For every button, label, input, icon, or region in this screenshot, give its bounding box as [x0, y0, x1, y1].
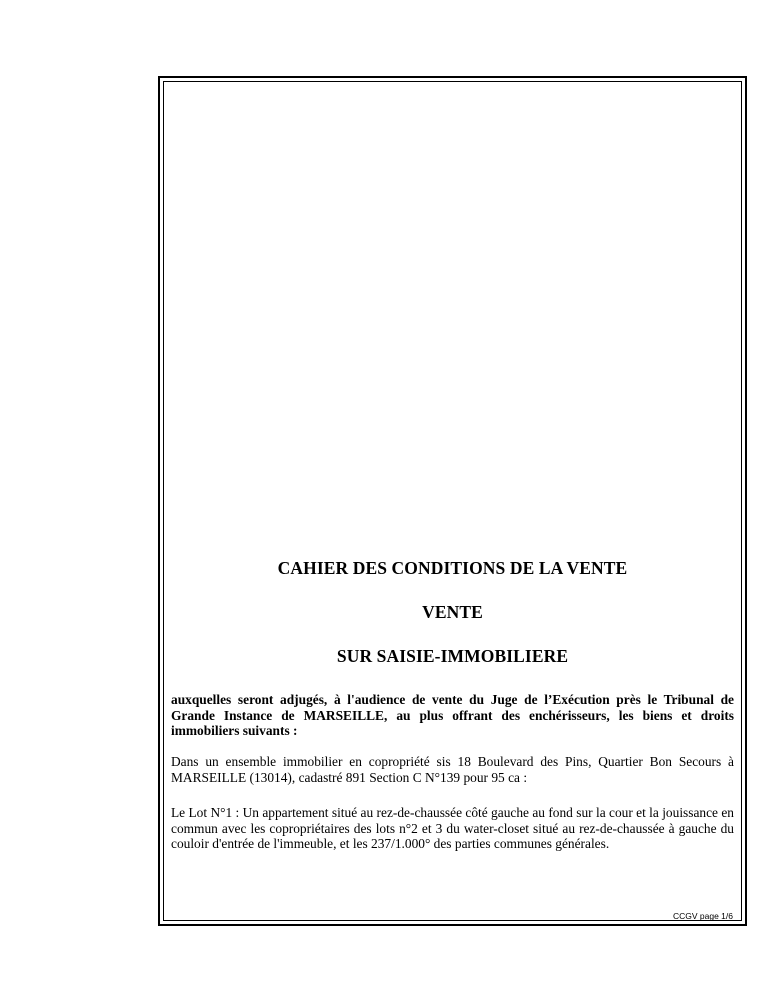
property-location-paragraph: Dans un ensemble immobilier en copropriété sis 18 Boulevard des Pins, Quartier Bon Secours à MARSEILLE (13014), cadastré 891 Section C N°139 pour 95 ca :	[171, 754, 734, 785]
intro-paragraph: auxquelles seront adjugés, à l'audience de vente du Juge de l’Exécution près le Tribunal de Grande Instance de MARSEILLE, au plus offrant des enchérisseurs, les biens et droits immobiliers suivants :	[171, 692, 734, 739]
document-subtitle: VENTE	[422, 602, 483, 622]
page-inner-border	[163, 81, 742, 921]
page-border	[158, 76, 747, 926]
lot-description-paragraph: Le Lot N°1 : Un appartement situé au rez-de-chaussée côté gauche au fond sur la cour et la jouissance en commun avec les copropriétaires des lots n°2 et 3 du water-closet situé au rez-de-chaussée à gauche du couloir d'entrée de l'immeuble, et les 237/1.000° des parties communes générales.	[171, 805, 734, 852]
document-title: CAHIER DES CONDITIONS DE LA VENTE	[277, 558, 628, 578]
document-subtitle-2: SUR SAISIE-IMMOBILIERE	[336, 646, 569, 666]
page-footer: CCGV page 1/6	[672, 911, 733, 921]
